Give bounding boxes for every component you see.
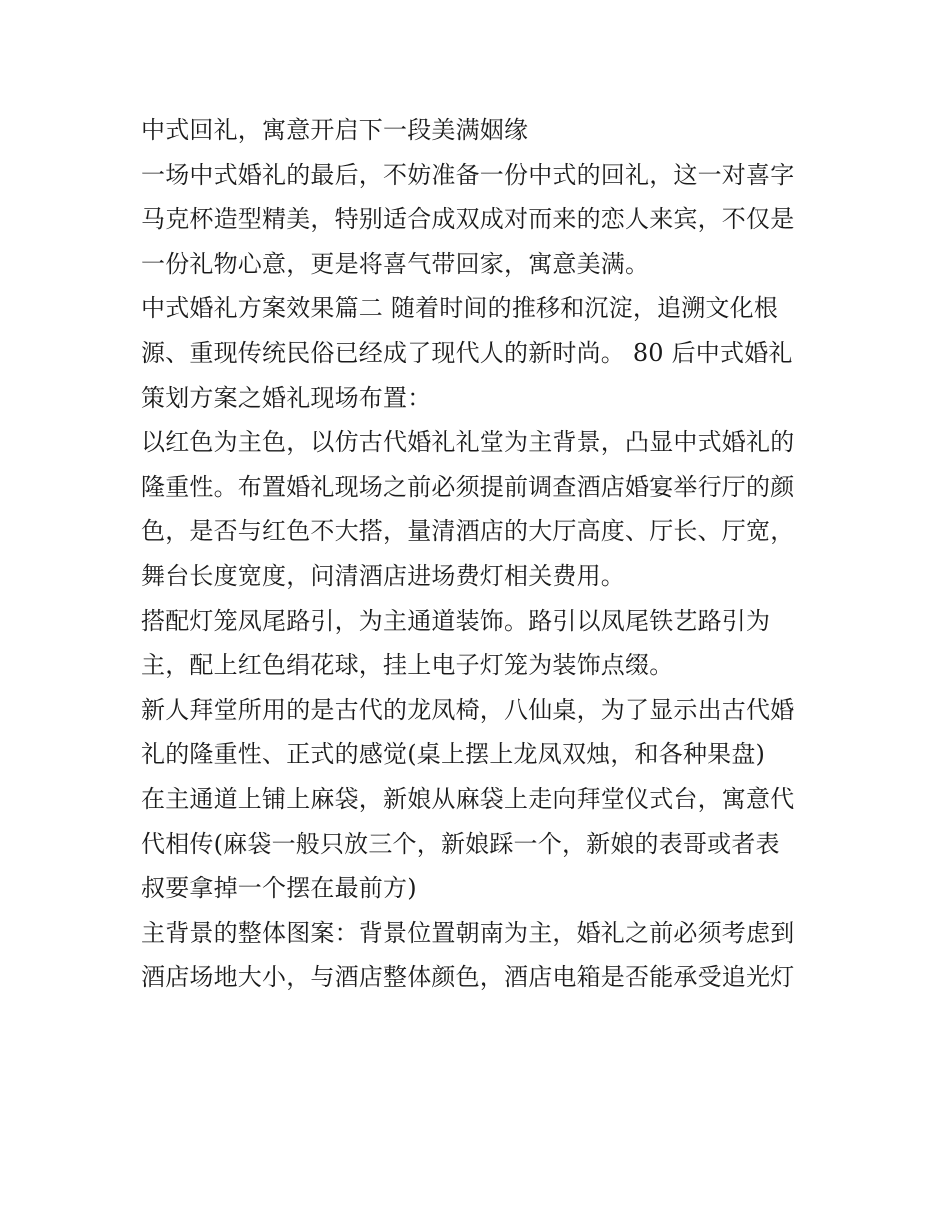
text-line: 代相传(麻袋一般只放三个，新娘踩一个，新娘的表哥或者表	[141, 829, 780, 858]
text-line: 中式婚礼方案效果篇二 随着时间的推移和沉淀，追溯文化根	[141, 294, 779, 323]
paragraph	[141, 688, 821, 777]
text-line: 一场中式婚礼的最后，不妨准备一份中式的回礼，这一对喜字	[141, 160, 795, 189]
text-line: 策划方案之婚礼现场布置：	[141, 383, 432, 412]
text-line: 礼的隆重性、正式的感觉(桌上摆上龙凤双烛，和各种果盘)	[141, 740, 766, 769]
paragraph	[141, 911, 821, 1000]
text-line: 舞台长度宽度，问清酒店进场费灯相关费用。	[141, 561, 625, 590]
document-body	[141, 108, 821, 1000]
text-line: 色，是否与红色不大搭，量清酒店的大厅高度、厅长、厅宽，	[141, 517, 795, 546]
text-line: 以红色为主色，以仿古代婚礼礼堂为主背景，凸显中式婚礼的	[141, 428, 795, 457]
text-line: 中式回礼，寓意开启下一段美满姻缘	[141, 116, 529, 144]
text-line: 主，配上红色绢花球，挂上电子灯笼为装饰点缀。	[141, 651, 674, 680]
paragraph	[141, 420, 821, 598]
paragraph-heading	[141, 108, 821, 153]
text-line: 在主通道上铺上麻袋，新娘从麻袋上走向拜堂仪式台，寓意代	[141, 784, 795, 813]
text-line: 叔要拿掉一个摆在最前方)	[141, 874, 417, 903]
text-line: 搭配灯笼凤尾路引，为主通道装饰。路引以凤尾铁艺路引为	[141, 606, 771, 635]
text-line: 马克杯造型精美，特别适合成双成对而来的恋人来宾，不仅是	[141, 205, 795, 234]
paragraph	[141, 286, 821, 420]
text-line: 隆重性。布置婚礼现场之前必须提前调查酒店婚宴举行厅的颜	[141, 472, 795, 501]
paragraph	[141, 153, 821, 287]
paragraph	[141, 777, 821, 911]
text-line: 新人拜堂所用的是古代的龙凤椅，八仙桌，为了显示出古代婚	[141, 695, 795, 724]
text-line: 主背景的整体图案：背景位置朝南为主，婚礼之前必须考虑到	[141, 918, 795, 947]
paragraph	[141, 599, 821, 688]
text-line: 酒店场地大小，与酒店整体颜色，酒店电箱是否能承受追光灯	[141, 963, 795, 992]
text-line: 源、重现传统民俗已经成了现代人的新时尚。 80 后中式婚礼	[141, 338, 793, 367]
text-line: 一份礼物心意，更是将喜气带回家，寓意美满。	[141, 249, 650, 278]
